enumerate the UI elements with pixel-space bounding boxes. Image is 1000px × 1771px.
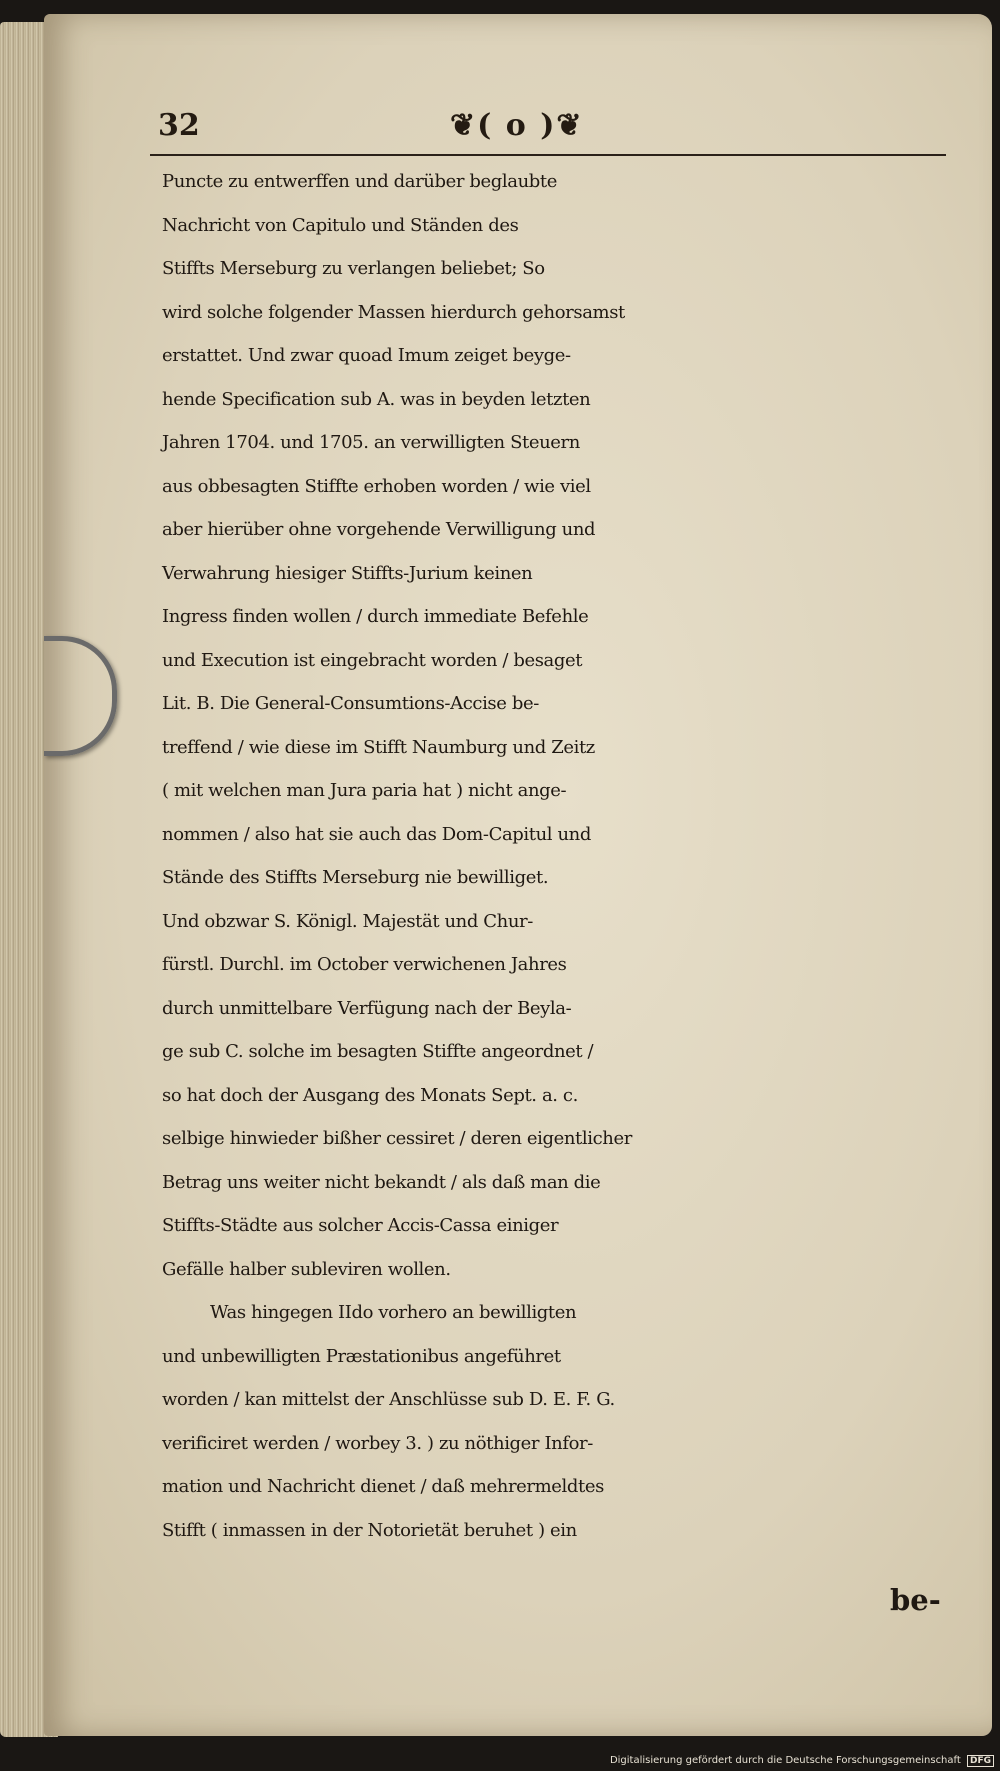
text-line: Verwahrung hiesiger Stiffts-Jurium keinen <box>162 562 533 584</box>
text-line: durch unmittelbare Verfügung nach der Beyla- <box>162 997 572 1019</box>
text-line: und Execution ist eingebracht worden / besaget <box>162 649 583 671</box>
credit-text: Digitalisierung gefördert durch die Deutsche Forschungsgemeinschaft <box>609 1755 961 1766</box>
text-line: fürstl. Durchl. im October verwichenen Jahres <box>162 954 567 975</box>
text-line: Und obzwar S. Königl. Majestät und Chur- <box>162 910 533 932</box>
text-line: Stiffts-Städte aus solcher Accis-Cassa einiger <box>162 1215 559 1236</box>
text-line: Was hingegen IIdo vorhero an bewilligten <box>210 1302 577 1323</box>
page-header <box>150 108 946 156</box>
page-number: 32 <box>158 108 200 143</box>
text-line: ( mit welchen man Jura paria hat ) nicht ange- <box>162 780 567 801</box>
text-line: Stifft ( inmassen in der Notorietät beruhet ) ein <box>162 1519 577 1541</box>
text-line: Gefälle halber subleviren wollen. <box>162 1258 451 1280</box>
text-line: aus obbesagten Stiffte erhoben worden / wie viel <box>162 475 591 497</box>
text-line: und unbewilligten Præstationibus angeführet <box>162 1345 561 1367</box>
text-line: treffend / wie diese im Stifft Naumburg und Zeitz <box>162 736 595 758</box>
text-line: wird solche folgender Massen hierdurch gehorsamst <box>162 301 625 323</box>
text-line: worden / kan mittelst der Anschlüsse sub D. E. F. G. <box>162 1389 615 1410</box>
text-line: Betrag uns weiter nicht bekandt / als daß man die <box>162 1171 601 1193</box>
text-line: aber hierüber ohne vorgehende Verwilligung und <box>162 519 596 540</box>
text-line: erstattet. Und zwar quoad Imum zeiget beyge- <box>162 345 571 366</box>
text-line: Stände des Stiffts Merseburg nie bewilliget. <box>162 867 549 888</box>
page-clip <box>44 636 117 756</box>
text-line: Nachricht von Capitulo und Ständen des <box>162 214 519 236</box>
text-line: selbige hinwieder bißher cessiret / deren eigentlicher <box>162 1128 632 1149</box>
text-line: Lit. B. Die General-Consumtions-Accise be- <box>162 693 539 714</box>
text-line: Ingress finden wollen / durch immediate Befehle <box>162 606 589 627</box>
text-line: Puncte zu entwerffen und darüber beglaubte <box>162 171 557 192</box>
text-line: hende Specification sub A. was in beyden letzten <box>162 388 591 410</box>
catchword: be- <box>890 1583 941 1617</box>
digitization-credit <box>610 1755 994 1767</box>
dfg-logo: DFG <box>967 1755 994 1767</box>
text-line: nommen / also hat sie auch das Dom-Capitul und <box>162 823 591 845</box>
body-text <box>162 160 962 1552</box>
text-line: verificiret werden / worbey 3. ) zu nöthiger Infor- <box>162 1432 593 1454</box>
ornament-head: ❦( o )❦ <box>450 108 584 143</box>
text-line: mation und Nachricht dienet / daß mehrermeldtes <box>162 1476 604 1497</box>
text-line: Stiffts Merseburg zu verlangen beliebet; So <box>162 258 545 279</box>
text-line: ge sub C. solche im besagten Stiffte angeordnet / <box>162 1041 594 1062</box>
text-line: so hat doch der Ausgang des Monats Sept. a. c. <box>162 1084 578 1106</box>
text-line: Jahren 1704. und 1705. an verwilligten Steuern <box>162 432 580 453</box>
